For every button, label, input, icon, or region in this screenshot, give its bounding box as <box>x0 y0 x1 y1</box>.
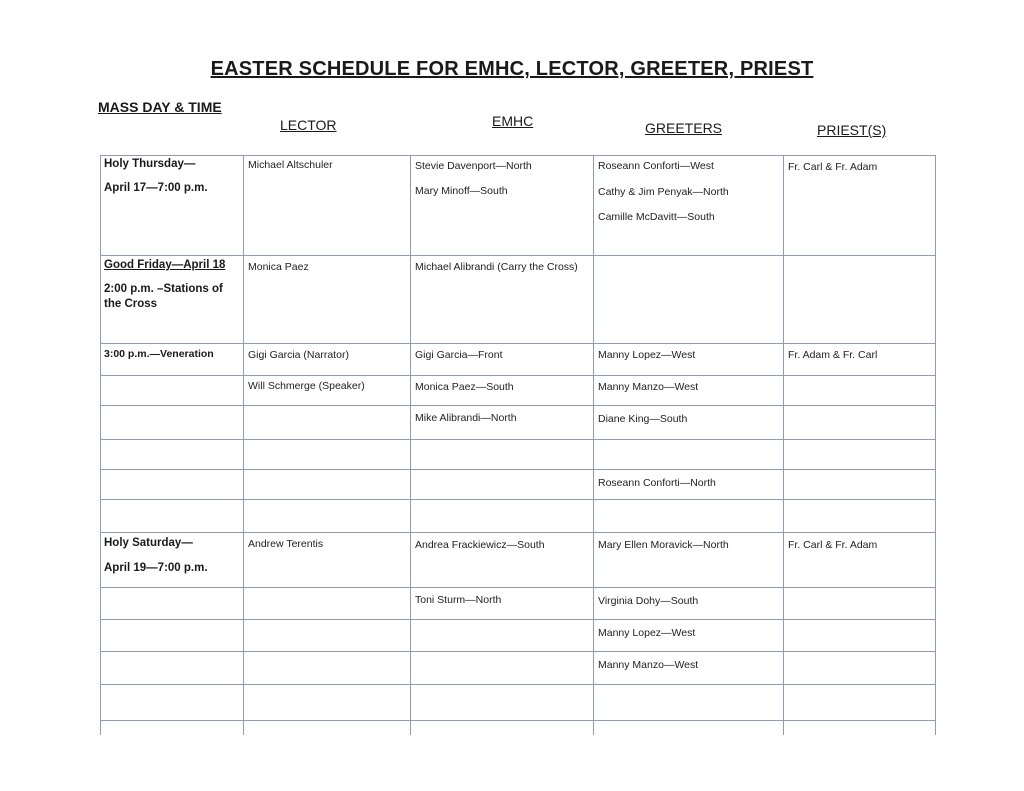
friday-day: Good Friday—April 18 <box>104 259 226 271</box>
friday-emhc: Michael Alibrandi (Carry the Cross) <box>415 261 578 273</box>
table-rule <box>100 375 936 376</box>
table-rule <box>100 405 936 406</box>
table-rule <box>100 439 936 440</box>
table-column-rule <box>935 155 936 735</box>
thursday-emhc-2: Mary Minoff—South <box>415 185 508 197</box>
veneration-greeter-4: Roseann Conforti—North <box>598 477 716 489</box>
saturday-priest: Fr. Carl & Fr. Adam <box>788 539 878 551</box>
header-emhc: EMHC <box>492 113 534 129</box>
page-title: EASTER SCHEDULE FOR EMHC, LECTOR, GREETER, PRIEST <box>210 58 814 80</box>
table-column-rule <box>410 155 411 735</box>
veneration-lector-2: Will Schmerge (Speaker) <box>248 380 365 392</box>
table-rule <box>100 619 936 620</box>
table-rule <box>100 255 936 256</box>
table-rule <box>100 720 936 721</box>
header-lector: LECTOR <box>280 117 337 133</box>
table-column-rule <box>593 155 594 735</box>
table-rule <box>100 532 936 533</box>
veneration-priest: Fr. Adam & Fr. Carl <box>788 349 878 361</box>
header-mass-day-time: MASS DAY & TIME <box>98 99 222 115</box>
saturday-greeter-1: Mary Ellen Moravick—North <box>598 539 729 551</box>
thursday-greeter-3: Camille McDavitt—South <box>598 211 715 223</box>
saturday-emhc-2: Toni Sturm—North <box>415 594 502 606</box>
saturday-greeter-3: Manny Lopez—West <box>598 627 696 639</box>
thursday-time: April 17—7:00 p.m. <box>104 182 208 194</box>
thursday-greeter-1: Roseann Conforti—West <box>598 160 714 172</box>
header-greeters: GREETERS <box>645 120 723 136</box>
veneration-lector-1: Gigi Garcia (Narrator) <box>248 349 349 361</box>
thursday-priest: Fr. Carl & Fr. Adam <box>788 161 878 173</box>
saturday-greeter-2: Virginia Dohy—South <box>598 595 699 607</box>
thursday-greeter-2: Cathy & Jim Penyak—North <box>598 186 729 198</box>
veneration-time: 3:00 p.m.—Veneration <box>104 348 214 360</box>
table-column-rule <box>783 155 784 735</box>
veneration-emhc-1: Gigi Garcia—Front <box>415 349 503 361</box>
thursday-emhc-1: Stevie Davenport—North <box>415 160 532 172</box>
table-rule <box>100 469 936 470</box>
header-priests: PRIEST(S) <box>817 122 887 138</box>
veneration-emhc-2: Monica Paez—South <box>415 381 514 393</box>
table-rule <box>100 155 936 156</box>
veneration-greeter-1: Manny Lopez—West <box>598 349 696 361</box>
veneration-emhc-3: Mike Alibrandi—North <box>415 412 517 424</box>
saturday-day: Holy Saturday— <box>104 537 193 549</box>
friday-lector: Monica Paez <box>248 261 309 273</box>
thursday-day: Holy Thursday— <box>104 158 196 170</box>
table-rule <box>100 343 936 344</box>
table-rule <box>100 587 936 588</box>
veneration-greeter-2: Manny Manzo—West <box>598 381 699 393</box>
table-rule <box>100 651 936 652</box>
thursday-lector: Michael Altschuler <box>248 159 333 171</box>
saturday-time: April 19—7:00 p.m. <box>104 562 208 574</box>
table-column-rule <box>100 155 101 735</box>
table-rule <box>100 499 936 500</box>
table-rule <box>100 684 936 685</box>
table-column-rule <box>243 155 244 735</box>
saturday-emhc-1: Andrea Frackiewicz—South <box>415 539 545 551</box>
friday-stations: 2:00 p.m. –Stations of the Cross <box>104 283 223 310</box>
veneration-greeter-3: Diane King—South <box>598 413 688 425</box>
saturday-greeter-4: Manny Manzo—West <box>598 659 699 671</box>
saturday-lector: Andrew Terentis <box>248 538 324 550</box>
